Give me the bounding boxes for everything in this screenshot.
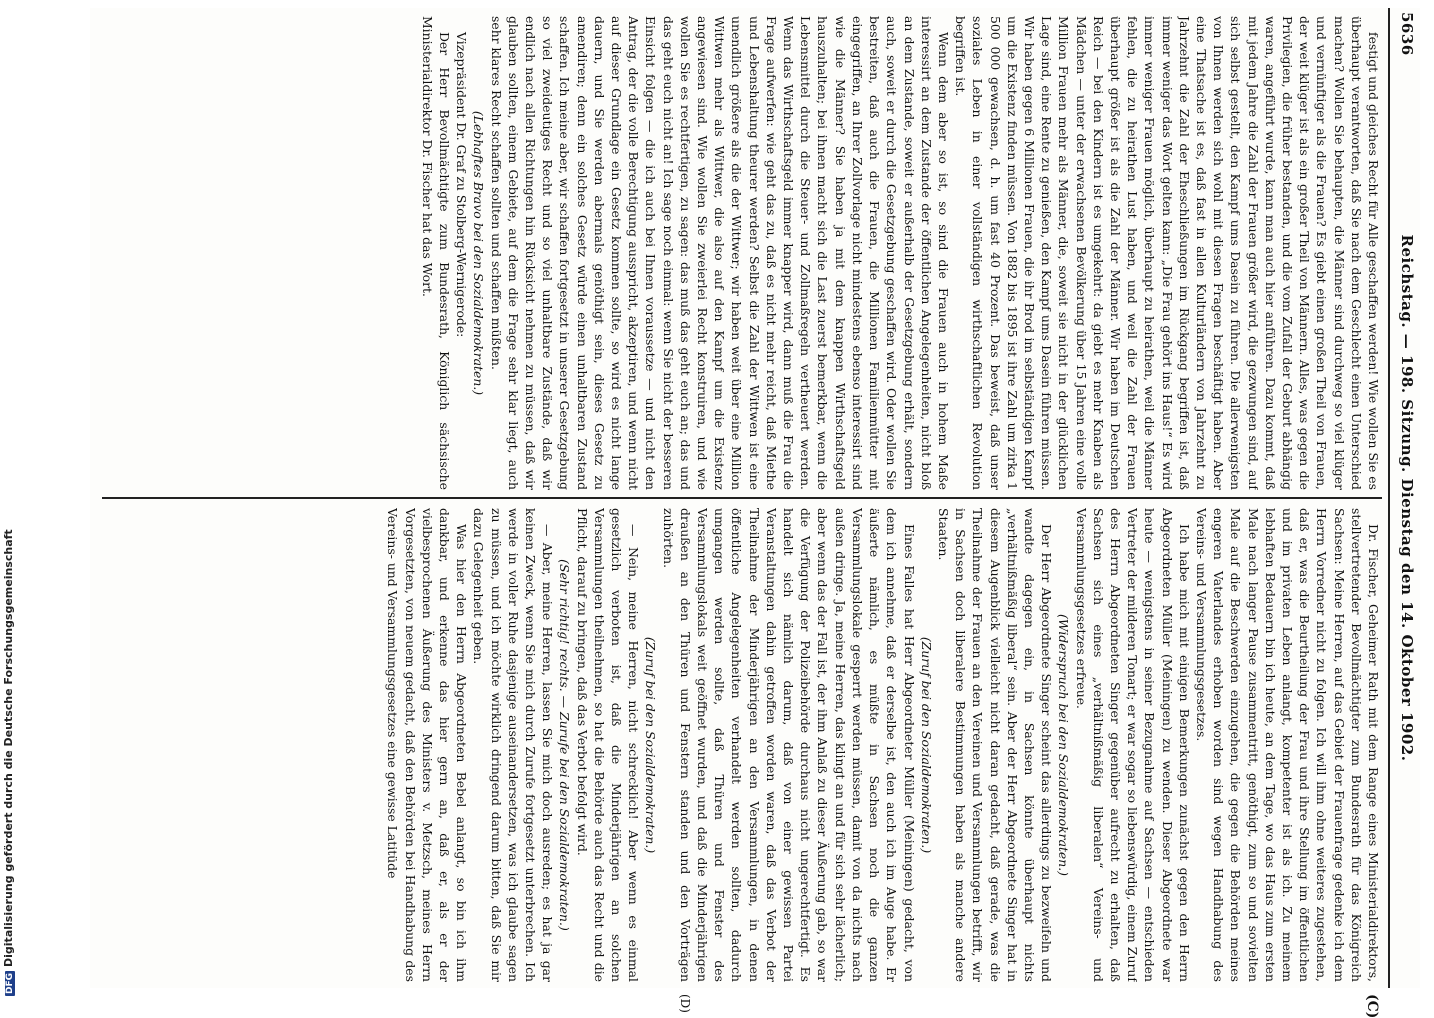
paragraph: — Nein, meine Herren, nicht schrecklich! Aber wenn es einmal gesetzlich verboten ist, daß die Minderjährigen an solchen Versammlungen theilnehmen, so hat die Behörde auch das Recht und die Pflicht, darauf zu bringen, daß das Verbot befolgt wird. (574, 508, 642, 982)
interjection: (Zuruf bei den Sozialdemokraten.) (918, 636, 934, 854)
page-header (1394, 8, 1420, 988)
page-number: 5636 (1398, 12, 1416, 56)
paragraph: festigt und gleiches Recht für Alle geschaffen werden! Wie wollen Sie es überhaupt verantworten, daß Sie nach dem Geschlecht einen Unterschied machen? Wollen Sie behaupten, die Männer sind durchweg so viel klüger und vernünftiger als die Frauen? Es giebt einen großen Theil von Frauen, der weit klüger ist als ein großer Theil von Männern. Alles, was gegen die Privilegien, die früher bestanden, und die vom Zufall der Geburt abhängig waren, angeführt wurde, kann man auch hier anführen. Dazu kommt, daß mit jedem Jahre die Zahl der Frauen größer wird, die gezwungen sind, auf sich selbst gestellt, den Kampf ums Dasein zu führen. Die allerwenigsten von Ihnen werden sich wohl mit diesen Fragen beschäftigt haben. Aber eine Thatsache ist es, daß fast in allen Kulturländern von Jahrzehnt zu Jahrzehnt die Zahl der Eheschließungen im Rückgang begriffen ist, daß immer weniger das Wort gelten kann: „Die Frau gehört ins Haus!“ Es wird immer weniger Frauen möglich, überhaupt zu heirathen, weil die Männer fehlen, die zu heirathen Lust haben, und weil die Zahl der Frauen überhaupt größer ist als die Zahl der Männer. Wir haben im Deutschen Reich — bei den Kindern ist es umgekehrt: da giebt es mehr Knaben als Mädchen — unter der erwachsenen Bevölkerung über 15 Jahren eine volle Million Frauen mehr als Männer, die, soweit sie nicht in der glücklichen Lage sind, eine Rente zu genießen, den Kampf ums Dasein führen müssen. Wir haben gegen 6 Millionen Frauen, die ihr Brod im selbständigen Kampf um die Existenz finden müssen. Von 1882 bis 1895 ist ihre Zahl um zirka 1 500 000 gewachsen, d. h. um fast 40 Prozent. Das beweist, daß unser soziales Leben in einer vollständigen wirthschaftlichen Revolution begriffen ist. (953, 16, 1381, 490)
paragraph: Der Herr Bevollmächtigte zum Bundesrath, Königlich sächsische Ministerialdirektor Dr. Fischer hat das Wort. (419, 16, 453, 490)
digitization-credit-text: Digitalisierung gefördert durch die Deutsche Forschungsgemeinschaft (2, 529, 15, 967)
paragraph: Der Herr Abgeordnete Singer scheint das allerdings zu bezweifeln und wandte dagegen ein, in Sachsen könnte überhaupt nichts „verhältnißmäßig liberal“ sein. Aber der Herr Abgeordnete Singer hat in diesem Augenblick vielleicht nicht daran gedacht, daß gerade, was die Theilnahme der Frauen an den Vereinen und Versammlungen betrifft, wir in Sachsen doch liberalere Bestimmungen haben als manche andere Staaten. (935, 508, 1055, 982)
running-title: Reichstag. — 198. Sitzung. Dienstag den 14. Oktober 1902. (1398, 234, 1416, 762)
paragraph: Ich habe mich mit einigen Bemerkungen zunächst gegen den Herrn Abgeordneten Müller (Meiningen) zu wenden. Dieser Abgeordnete war heute — wenigstens in seiner Bezugnahme auf Sachsen — entschieden Vertreter der milderen Tonart; er war sogar so liebenswürdig, einem Zuruf des Herrn Abgeordneten Singer gegenüber aufrecht zu erhalten, daß Sachsen sich eines „verhältnißmäßig liberalen“ Vereins- und Versammlungsgesetzes erfreue. (1073, 508, 1192, 982)
right-column (102, 508, 1382, 982)
margin-letter-d: (D) (678, 994, 692, 1013)
interjection: (Sehr richtig! rechts. — Zurufe bei den Sozialdemokraten.) (557, 559, 573, 931)
paragraph: Wenn dem aber so ist, so sind die Frauen auch in hohem Maße interessirt an dem Zustande der öffentlichen Angelegenheiten, nicht bloß an dem Zustande, soweit er außerhalb der Gesetzgebung erhält, sondern auch, soweit er durch die Gesetzgebung geschaffen wird. Oder wollen Sie bestreiten, daß auch die Frauen, die Millionen Familienmütter mit eingegriffen, an Ihrer Zollvorlage nicht mindestens ebenso interessirt sind wie die Männer? Sie haben ja mit dem knappen Wirthschaftsgeld hauszuhalten; bei ihnen macht sich die Last zuerst bemerkbar, wenn die Lebensmittel durch die Steuer- und Zollmaßregeln vertheuert werden. Wenn das Wirthschaftsgeld immer knapper wird, dann muß die Frau die Frage aufwerfen: wie geht das zu, daß es nicht mehr reicht, daß Miethe und Lebenshaltung theurer werden? Selbst die Zahl der Wittwen ist eine unendlich größere als die der Wittwer; wir haben weit über eine Million Wittwen mehr als Wittwer, die also auf den Kampf um die Existenz angewiesen sind. Wie wollen Sie zweierlei Recht konstruiren, und wie wollen Sie es rechtfertigen, zu sagen: das muß das geht euch an; das und das geht euch nicht an! Ich sage noch einmal: wenn Sie nicht der besseren Einsicht folgen — die ich auch bei Ihnen voraussetze — und nicht den Antrag, der die volle Berechtigung ausspricht, akzeptiren, und wenn nicht auf dieser Grundlage ein Gesetz kommen sollte, so wird es nicht lange dauern, und Sie werden abermals genöthigt sein, dieses Gesetz zu amendiren; denn ein solches Gesetz würde einen unhaltbaren Zustand schaffen. Ich meine aber, wir schaffen fortgesetzt in unserer Gesetzgebung so viel zweideutiges Recht und so viel unhaltbare Zustände, daß wir endlich nach allen Richtungen hin Rücksicht nehmen zu müssen, daß wir glauben sollten, einem Gebiete, auf dem die Frage sehr klar liegt, auch sehr klares Recht schaffen sollten und schaffen müßten. (488, 16, 951, 490)
left-column (102, 16, 1382, 490)
paragraph: Eines Falles hat Herr Abgeordneter Müller (Meiningen) gedacht, von dem ich annehme, daß er derselbe ist, den auch ich im Auge habe. Er äußerte nämlich, es müßte in Sachsen noch die ganzen Versammlungslokale gesperrt werden müssen, damit von da nichts nach außen dringe. Ja, meine Herren, das klingt an und für sich sehr lächerlich; aber wenn das der Fall ist, der ihm Anlaß zu dieser Äußerung gab, so war die Verfügung der Polizeibehörde durchaus nicht ungerechtfertigt. Es handelt sich nämlich darum, daß von einer gewissen Partei Veranstaltungen dahin getroffen worden waren, daß das Verbot der Theilnahme der Minderjährigen an den Versammlungen, in denen öffentliche Angelegenheiten verhandelt werden sollten, dadurch umgangen werden sollte, daß Thüren und Fenster des Versammlungslokals weit geöffnet wurden, und daß die Minderjährigen draußen an den Thüren und Fenstern standen und den Vorträgen zuhörten. (660, 508, 917, 982)
interjection: (Lebhaftes Bravo bei den Sozialdemokraten.) (471, 110, 487, 396)
paragraph: Dr. Fischer, Geheimer Rath mit dem Range eines Ministerialdirektors, stellvertretender Bevollmächtigter zum Bundesrath für das Königreich Sachsen: Meine Herren, auf das Gebiet der Frauenfrage gedenke ich dem Herrn Vorredner nicht zu folgen. Ich will ihm ohne weiteres zugestehen, daß er, was die Beurtheilung der Frau und ihre Stellung im öffentlichen und im privaten Leben anlangt, kompetenter ist als ich. Zu meinem lebhaften Bedauern bin ich heute, an dem Tage, wo das Haus zum ersten Male nach langer Pause zusammentritt, genöthigt, zum so und sovielten Male auf die Beschwerden einzugehen, die gegen die Behörden meines engeren Vaterlandes erhoben worden sind wegen Handhabung des Vereins- und Versammlungsgesetzes. (1193, 508, 1381, 982)
digitization-credit (2, 529, 15, 996)
column-divider (102, 497, 1382, 499)
text-columns (102, 8, 1382, 1018)
margin-letter-c: (C) (1364, 994, 1380, 1018)
interjection: (Zuruf bei den Sozialdemokraten.) (643, 636, 659, 854)
paragraph: Was hier den Herrn Abgeordneten Bebel anlangt, so bin ich ihm dankbar, und erkenne das hier gern an, daß er, als er der vielbesprochenen Äußerung des Ministers v. Metzsch, meines Herrn Vorgesetzten, von neuem gedacht, daß den Behörden bei Handhabung des Vereins- und Versammlungsgesetzes eine gewisse Latitüde (385, 508, 470, 982)
paragraph: Vizepräsident Dr. Graf zu Stolberg-Wernigerode: (454, 32, 470, 338)
interjection: (Widerspruch bei den Sozialdemokraten.) (1056, 613, 1072, 877)
header-rule (1388, 8, 1390, 988)
document-page (90, 8, 1420, 1018)
paragraph: — Aber, meine Herren, lassen Sie mich doch ausreden; es hat ja gar keinen Zweck, wenn Sie mich durch Zurufe fortgesetzt unterbrechen. Ich werde in voller Ruhe dasjenige auseinandersetzen, was ich glaube sagen zu müssen, und ich möchte wirklich dringend darum bitten, daß Sie mir dazu Gelegenheit geben. (471, 508, 556, 982)
dfg-logo: DFG (5, 972, 15, 994)
